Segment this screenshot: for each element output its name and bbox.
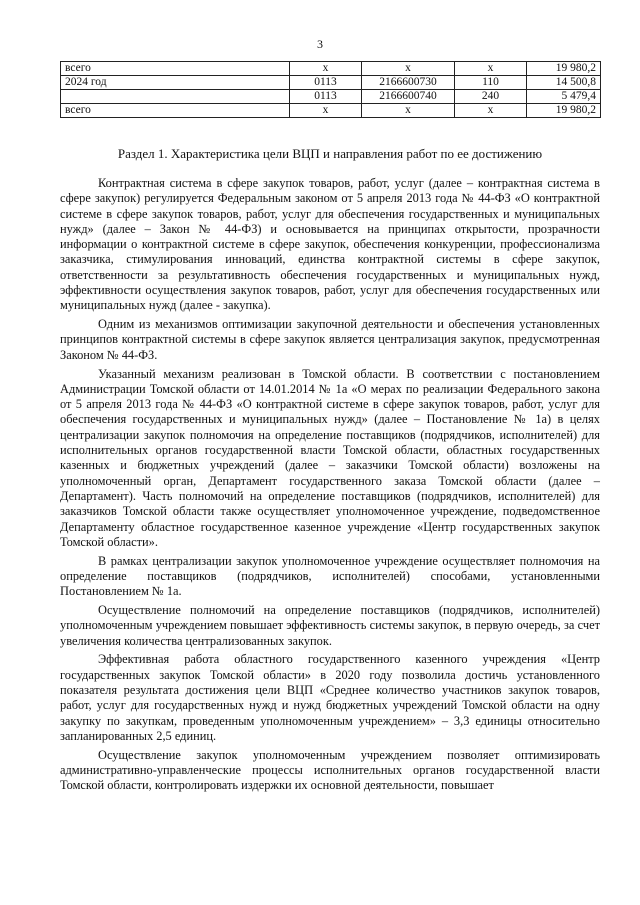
table-cell-section: х [290, 104, 362, 118]
table-cell-target: х [362, 104, 455, 118]
paragraph: Осуществление полномочий на определение поставщиков (подрядчиков, исполнителей) уполномоченным учреждением повышает эффективность системы закупок, в первую очередь, за счет увеличения количества централизованных закупок. [60, 603, 600, 648]
paragraph: В рамках централизации закупок уполномоченное учреждение осуществляет полномочия на определение поставщиков (подрядчиков, исполнителей) способами, установленными Постановлением № 1а. [60, 553, 600, 599]
table-cell-amount: 5 479,4 [527, 90, 601, 104]
table-cell-label [61, 90, 290, 104]
table-cell-type: х [455, 62, 527, 76]
table-cell-type: х [455, 104, 527, 118]
table-cell-type: 110 [455, 76, 527, 90]
table-cell-label: 2024 год [61, 76, 290, 90]
table-cell-amount: 19 980,2 [527, 62, 601, 76]
table-cell-target: 2166600740 [362, 90, 455, 104]
table-row [61, 76, 601, 90]
table-cell-amount: 14 500,8 [527, 76, 601, 90]
paragraph: Эффективная работа областного государственного казенного учреждения «Центр государственных закупок Томской области» в 2020 году позволила достичь установленного показателя результата достижения цели ВЦП «Среднее количество участников закупок товаров, работ, услуг для государственных нужд и нужд бюджетных учреждений Томской области на одну закупку по закупкам, проведенным уполномоченным учреждением» – 3,3 единицы относительно запланированных 2,5 единиц. [60, 652, 600, 743]
table-row [61, 90, 601, 104]
section-heading: Раздел 1. Характеристика цели ВЦП и направления работ по ее достижению [117, 146, 543, 161]
paragraph: Указанный механизм реализован в Томской области. В соответствии с постановлением Администрации Томской области от 14.01.2014 № 1а «О мерах по реализации Федерального закона от 5 апреля 2013 года № 44-ФЗ «О контрактной системе в сфере закупок товаров, работ, услуг для обеспечения государственных и муниципальных нужд» (далее – Постановление № 1а) в целях централизации закупок полномочия на определение поставщиков (подрядчиков, исполнителей) для исполнительных органов государственной власти Томской области, областных государственных казенных и бюджетных учреждений (далее – заказчики Томской области) возложены на уполномоченный орган, Департамент государственного заказа Томской области (далее – Департамент). Часть полномочий на определение поставщиков (подрядчиков, исполнителей) для заказчиков Томской области также осуществляет уполномоченное учреждение, подведомственное Департаменту областное государственное казенное учреждение «Центр государственных закупок Томской области». [60, 366, 600, 549]
table-cell-section: х [290, 62, 362, 76]
table-row [61, 62, 601, 76]
section-body [60, 176, 600, 797]
paragraph: Осуществление закупок уполномоченным учреждением позволяет оптимизировать административно-управленческие процессы исполнительных органов государственной власти Томской области, контролировать издержки их основной деятельности, повышает [60, 747, 600, 793]
table-cell-target: х [362, 62, 455, 76]
table-cell-section: 0113 [290, 76, 362, 90]
table-cell-section: 0113 [290, 90, 362, 104]
page-number: 3 [317, 37, 323, 51]
table-cell-label: всего [61, 104, 290, 118]
paragraph: Контрактная система в сфере закупок товаров, работ, услуг (далее – контрактная система в сфере закупок) регулируется Федеральным законом от 5 апреля 2013 года № 44-ФЗ «О контрактной системе в сфере закупок товаров, работ, услуг для обеспечения государственных и муниципальных нужд» (далее – Закон № 44-ФЗ) и основывается на принципах открытости, прозрачности информации о контрактной системе в сфере закупок, обеспечения конкуренции, профессионализма заказчика, стимулирования инноваций, единства контрактной системы в сфере закупок, ответственности за результативность обеспечения государственных и муниципальных нужд, эффективности осуществления закупок товаров, работ, услуг для обеспечения государственных или муниципальных нужд (далее - закупка). [60, 176, 600, 313]
table-cell-type: 240 [455, 90, 527, 104]
budget-table [60, 61, 601, 118]
table-row [61, 104, 601, 118]
paragraph: Одним из механизмов оптимизации закупочной деятельности и обеспечения установленных принципов контрактной системы в сфере закупок является централизация закупок, предусмотренная Законом № 44-ФЗ. [60, 317, 600, 362]
table-cell-amount: 19 980,2 [527, 104, 601, 118]
table-cell-label: всего [61, 62, 290, 76]
table-cell-target: 2166600730 [362, 76, 455, 90]
